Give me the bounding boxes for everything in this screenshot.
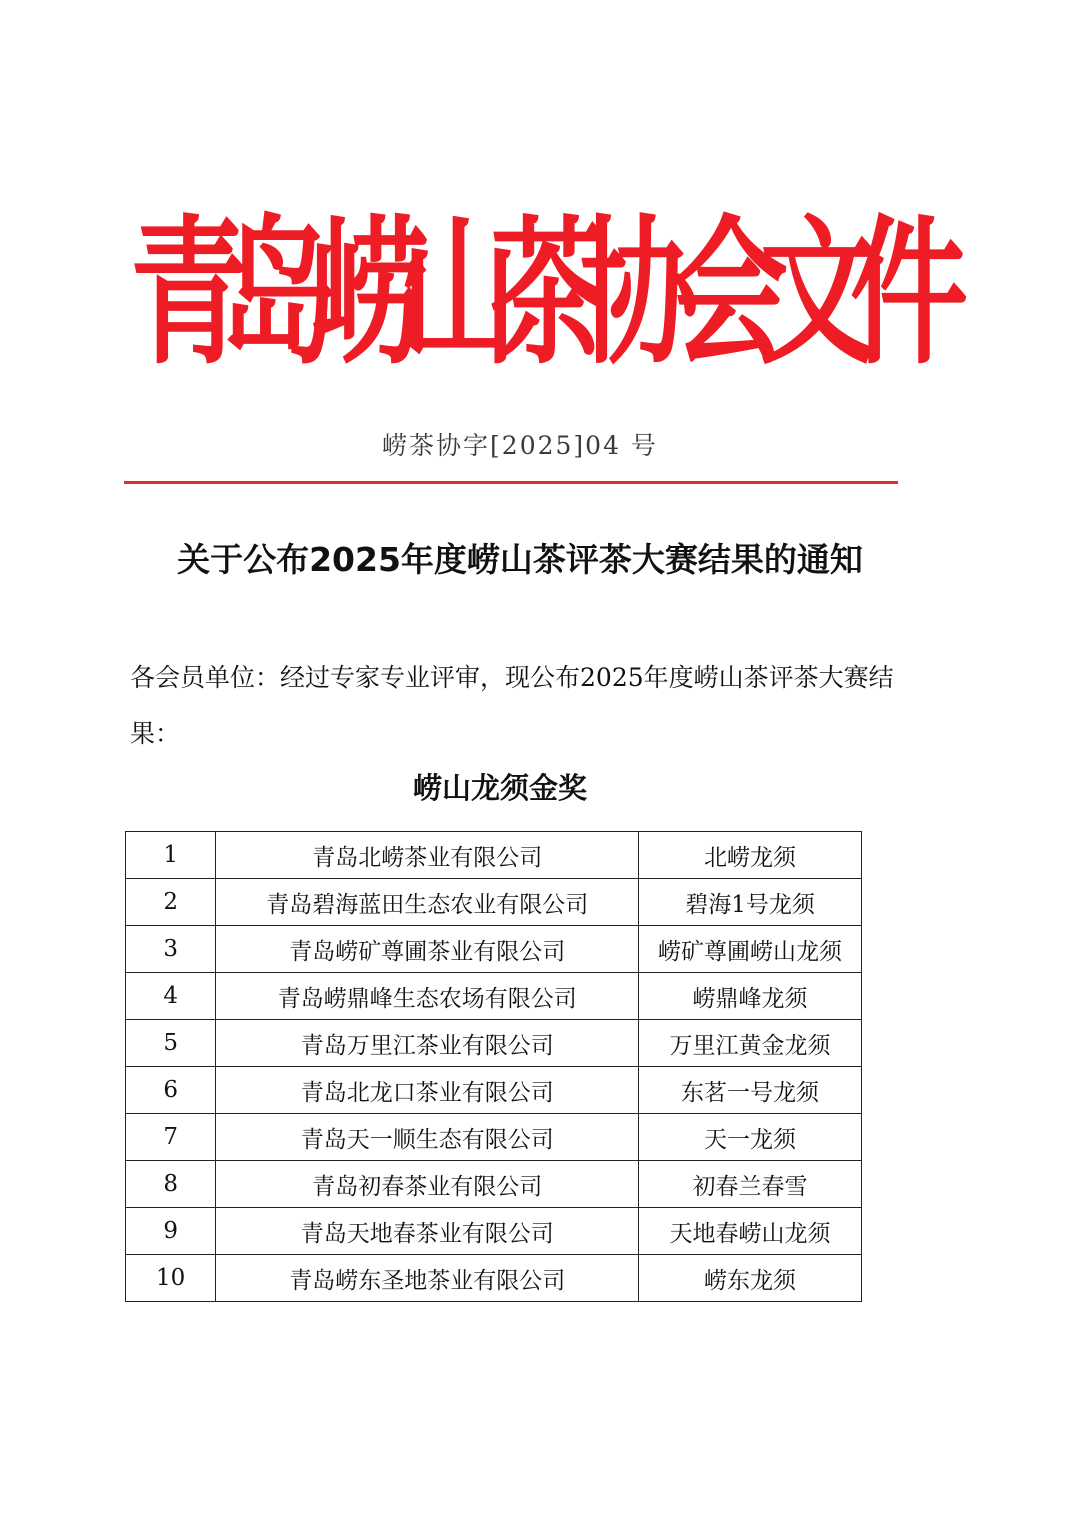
rank-cell: 6: [126, 1067, 216, 1114]
award-heading: 崂山龙须金奖: [412, 771, 587, 805]
table-row: [126, 926, 862, 973]
company-cell: 青岛万里江茶业有限公司: [216, 1020, 639, 1067]
table-row: [126, 1161, 862, 1208]
rank-cell: 4: [126, 973, 216, 1020]
company-cell: 青岛初春茶业有限公司: [216, 1161, 639, 1208]
product-cell: 崂鼎峰龙须: [639, 973, 862, 1020]
table-row: [126, 973, 862, 1020]
masthead-char: 青: [130, 199, 249, 386]
rank-cell: 7: [126, 1114, 216, 1161]
masthead-char: 协: [580, 199, 699, 386]
company-cell: 青岛北崂茶业有限公司: [216, 832, 639, 879]
company-cell: 青岛崂东圣地茶业有限公司: [216, 1255, 639, 1302]
company-cell: 青岛北龙口茶业有限公司: [216, 1067, 639, 1114]
award-table: [125, 831, 862, 1302]
product-cell: 东茗一号龙须: [639, 1067, 862, 1114]
masthead-char: 崂: [310, 199, 429, 386]
table-row: [126, 1208, 862, 1255]
company-cell: 青岛碧海蓝田生态农业有限公司: [216, 879, 639, 926]
company-cell: 青岛崂矿尊圃茶业有限公司: [216, 926, 639, 973]
masthead-char: 件: [850, 199, 969, 386]
masthead-char: 会: [670, 199, 789, 386]
product-cell: 初春兰春雪: [639, 1161, 862, 1208]
table-row: [126, 1067, 862, 1114]
rank-cell: 3: [126, 926, 216, 973]
masthead-char: 山: [400, 199, 519, 386]
masthead-char: 茶: [490, 199, 609, 386]
rank-cell: 5: [126, 1020, 216, 1067]
product-cell: 碧海1号龙须: [639, 879, 862, 926]
table-row: [126, 1114, 862, 1161]
rank-cell: 1: [126, 832, 216, 879]
body-paragraph: 各会员单位：经过专家专业评审，现公布2025年度崂山茶评茶大赛结果：: [130, 663, 894, 748]
notice-title: 关于公布2025年度崂山茶评茶大赛结果的通知: [177, 540, 863, 579]
masthead: [130, 199, 969, 386]
masthead-char: 岛: [220, 199, 339, 386]
product-cell: 天一龙须: [639, 1114, 862, 1161]
document-number: 崂茶协字[2025]04 号: [382, 431, 658, 460]
table-row: [126, 832, 862, 879]
rank-cell: 2: [126, 879, 216, 926]
table-row: [126, 1020, 862, 1067]
red-divider: [124, 481, 898, 484]
product-cell: 北崂龙须: [639, 832, 862, 879]
masthead-char: 文: [760, 199, 879, 386]
company-cell: 青岛天一顺生态有限公司: [216, 1114, 639, 1161]
rank-cell: 9: [126, 1208, 216, 1255]
product-cell: 崂东龙须: [639, 1255, 862, 1302]
rank-cell: 8: [126, 1161, 216, 1208]
product-cell: 崂矿尊圃崂山龙须: [639, 926, 862, 973]
table-row: [126, 879, 862, 926]
table-row: [126, 1255, 862, 1302]
product-cell: 万里江黄金龙须: [639, 1020, 862, 1067]
company-cell: 青岛崂鼎峰生态农场有限公司: [216, 973, 639, 1020]
rank-cell: 10: [126, 1255, 216, 1302]
product-cell: 天地春崂山龙须: [639, 1208, 862, 1255]
company-cell: 青岛天地春茶业有限公司: [216, 1208, 639, 1255]
